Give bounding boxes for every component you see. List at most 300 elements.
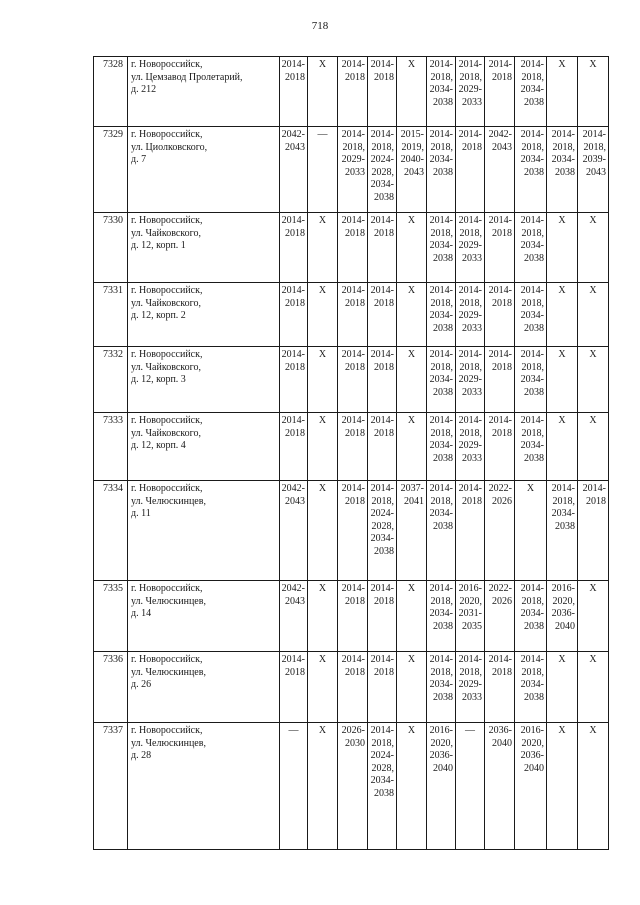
schedule-value: 2018, [521,141,544,153]
schedule-cell [456,652,485,723]
schedule-value: Х [407,215,416,226]
schedule-value: 2041 [404,495,424,507]
schedule-value: 2028, [371,762,394,774]
row-number: 7330 [94,213,128,283]
schedule-value: 2018, [430,141,453,153]
schedule-cell [280,57,308,127]
schedule-value: 2034- [520,84,544,95]
row-number: 7337 [94,723,128,850]
table-row [94,481,609,581]
schedule-value: 2043 [492,141,512,153]
schedule-value: 2026 [492,595,512,607]
schedule-cell [308,57,338,127]
schedule-value: 2031- [458,608,482,619]
schedule-value: 2018 [345,227,365,239]
schedule-value: 2018, [521,361,544,373]
schedule-value: 2039- [582,154,606,165]
address-line: г. Новороссийск, [131,654,203,665]
schedule-value: 2028, [371,166,394,178]
schedule-value: Х [558,285,566,296]
schedule-value: 2038 [433,166,453,178]
schedule-cell [578,127,609,213]
schedule-value: 2038 [524,96,544,108]
schedule-value: 2034- [370,533,394,544]
address-line: д. 12, корп. 3 [131,374,186,385]
schedule-value: 2014- [341,415,365,426]
schedule-value: 2036- [520,750,544,761]
table-row [94,347,609,413]
schedule-cell [308,581,338,652]
address-cell [128,283,280,347]
schedule-cell [338,283,368,347]
schedule-value: Х [318,583,327,594]
schedule-cell [547,723,578,850]
schedule-value: 2018, [583,141,606,153]
schedule-value: 2035 [462,620,482,632]
schedule-value: 2043 [285,595,305,607]
schedule-cell [485,723,515,850]
page-number: 718 [311,20,329,32]
address-line: г. Новороссийск, [131,415,203,426]
schedule-cell [280,581,308,652]
schedule-value: 2014- [281,215,305,226]
schedule-value: 2036- [488,725,512,736]
schedule-cell [456,213,485,283]
schedule-value: 2018, [342,141,365,153]
schedule-cell [547,213,578,283]
schedule-cell [397,213,427,283]
schedule-cell [515,652,547,723]
schedule-value: 2018, [521,666,544,678]
schedule-value: 2014- [458,129,482,140]
schedule-value: 2018 [492,361,512,373]
row-number: 7331 [94,283,128,347]
schedule-value: 2014- [370,415,394,426]
address-cell [128,347,280,413]
schedule-value: 2016- [520,725,544,736]
schedule-value: 2014- [281,654,305,665]
schedule-cell [427,581,456,652]
schedule-cell [578,283,609,347]
address-line: ул. Челюскинцев, [131,666,206,678]
schedule-value: 2040 [433,762,453,774]
schedule-value: 2018 [374,595,394,607]
row-number: 7329 [94,127,128,213]
schedule-value: 2018 [492,227,512,239]
schedule-value: Х [407,725,416,736]
schedule-cell [515,127,547,213]
schedule-value: 2038 [555,520,575,532]
schedule-value: 2014- [370,59,394,70]
schedule-value: 2018 [374,361,394,373]
schedule-cell [485,347,515,413]
address-line: д. 7 [131,154,147,165]
schedule-cell [397,57,427,127]
schedule-value: 2018, [430,361,453,373]
table-row [94,652,609,723]
schedule-value: 2033 [462,322,482,334]
schedule-cell [338,652,368,723]
schedule-value: 2014- [458,415,482,426]
schedule-value: 2018 [285,361,305,373]
schedule-value: 2040 [555,620,575,632]
building-repair-schedule-table [93,56,609,850]
schedule-cell [368,581,397,652]
schedule-value: 2042- [281,129,305,140]
schedule-cell [515,283,547,347]
schedule-cell [456,347,485,413]
schedule-cell [280,652,308,723]
schedule-cell [547,652,578,723]
schedule-value: 2034- [520,240,544,251]
schedule-value: 2018 [492,71,512,83]
schedule-value: 2034- [429,374,453,385]
schedule-cell [427,213,456,283]
row-number: 7334 [94,481,128,581]
schedule-value: 2014- [341,483,365,494]
schedule-cell [547,127,578,213]
address-cell [128,57,280,127]
schedule-value: 2034- [429,440,453,451]
schedule-value: 2034- [520,679,544,690]
schedule-cell [338,213,368,283]
row-number: 7336 [94,652,128,723]
schedule-value: 2016- [429,725,453,736]
schedule-cell [547,413,578,481]
schedule-cell [578,413,609,481]
schedule-value: 2030 [345,737,365,749]
schedule-cell [338,723,368,850]
schedule-value: 2018, [459,666,482,678]
schedule-value: 2042- [281,583,305,594]
schedule-value: 2018 [285,297,305,309]
schedule-value: 2038 [433,96,453,108]
schedule-value: 2018 [492,427,512,439]
address-line: д. 212 [131,84,157,95]
schedule-value: — [288,725,299,736]
schedule-value: 2014- [281,285,305,296]
schedule-value: 2038 [374,787,394,799]
schedule-value: 2014- [520,129,544,140]
schedule-value: 2014- [429,415,453,426]
schedule-value: Х [558,415,566,426]
schedule-value: 2014- [429,59,453,70]
schedule-value: 2034- [429,84,453,95]
schedule-value: 2014- [341,583,365,594]
address-cell [128,581,280,652]
schedule-cell [456,413,485,481]
schedule-value: 2014- [341,349,365,360]
schedule-value: Х [558,725,566,736]
schedule-cell [456,127,485,213]
schedule-cell [547,581,578,652]
schedule-cell [280,413,308,481]
schedule-cell [280,481,308,581]
schedule-cell [578,481,609,581]
schedule-value: 2014- [488,215,512,226]
schedule-value: 2018 [462,141,482,153]
schedule-value: 2018, [371,141,394,153]
schedule-value: 2018, [430,495,453,507]
address-line: г. Новороссийск, [131,129,203,140]
schedule-cell [397,347,427,413]
schedule-cell [397,413,427,481]
schedule-value: 2038 [433,252,453,264]
schedule-value: 2020, [430,737,453,749]
address-line: ул. Чайковского, [131,227,201,239]
schedule-value: 2034- [520,374,544,385]
schedule-cell [338,127,368,213]
schedule-value: 2038 [524,691,544,703]
schedule-value: 2034- [429,310,453,321]
schedule-value: 2026- [341,725,365,736]
schedule-value: 2018, [430,227,453,239]
schedule-value: 2014- [370,725,394,736]
schedule-value: 2014- [520,285,544,296]
schedule-cell [308,127,338,213]
schedule-value: 2018, [459,71,482,83]
schedule-cell [427,413,456,481]
schedule-value: Х [407,349,416,360]
schedule-value: 2033 [345,166,365,178]
schedule-value: 2033 [462,386,482,398]
schedule-value: 2014- [281,415,305,426]
schedule-value: 2014- [370,483,394,494]
schedule-value: 2014- [520,349,544,360]
schedule-value: 2029- [458,679,482,690]
schedule-value: 2018 [345,297,365,309]
schedule-cell [578,213,609,283]
schedule-value: 2018 [345,666,365,678]
schedule-cell [308,413,338,481]
schedule-value: 2018 [462,495,482,507]
schedule-value: 2014- [458,349,482,360]
schedule-cell [338,581,368,652]
schedule-cell [547,283,578,347]
schedule-cell [368,413,397,481]
schedule-value: 2043 [285,141,305,153]
schedule-value: 2038 [524,386,544,398]
schedule-cell [578,57,609,127]
address-cell [128,723,280,850]
row-number: 7335 [94,581,128,652]
schedule-value: 2014- [370,129,394,140]
schedule-cell [338,413,368,481]
schedule-value: 2038 [524,452,544,464]
schedule-value: 2014- [429,583,453,594]
schedule-value: Х [318,415,327,426]
schedule-cell [485,652,515,723]
address-line: ул. Челюскинцев, [131,495,206,507]
schedule-value: Х [589,59,597,70]
schedule-value: 2014- [429,215,453,226]
schedule-value: 2043 [404,166,424,178]
schedule-value: 2038 [524,252,544,264]
schedule-cell [547,481,578,581]
schedule-value: 2018 [492,666,512,678]
schedule-value: Х [318,59,327,70]
address-line: ул. Челюскинцев, [131,737,206,749]
schedule-value: 2018 [345,427,365,439]
schedule-value: Х [589,583,597,594]
schedule-value: 2014- [281,349,305,360]
schedule-value: 2018, [371,737,394,749]
schedule-value: 2014- [281,59,305,70]
schedule-value: Х [318,349,327,360]
schedule-value: 2018 [345,71,365,83]
schedule-value: 2014- [520,415,544,426]
schedule-value: 2026 [492,495,512,507]
schedule-cell [515,581,547,652]
schedule-value: 2014- [429,129,453,140]
schedule-value: — [465,725,475,736]
schedule-value: 2018 [492,297,512,309]
schedule-value: 2034- [551,508,575,519]
schedule-value: 2034- [370,179,394,190]
schedule-value: 2029- [341,154,365,165]
schedule-cell [280,347,308,413]
schedule-value: 2014- [551,483,575,494]
schedule-value: 2018, [459,227,482,239]
schedule-value: 2018 [374,227,394,239]
address-line: д. 12, корп. 4 [131,440,186,451]
address-line: г. Новороссийск, [131,285,203,296]
address-line: д. 26 [131,679,152,690]
row-number: 7332 [94,347,128,413]
schedule-value: 2018, [521,227,544,239]
schedule-value: 2018 [345,495,365,507]
schedule-cell [547,347,578,413]
schedule-cell [280,213,308,283]
schedule-value: 2038 [433,452,453,464]
schedule-cell [427,127,456,213]
schedule-value: 2014- [458,215,482,226]
address-line: д. 14 [131,608,152,619]
schedule-value: 2014- [488,59,512,70]
schedule-cell [485,283,515,347]
schedule-value: Х [407,654,416,665]
address-line: ул. Циолковского, [131,141,208,153]
schedule-value: 2038 [433,691,453,703]
schedule-value: 2018 [374,297,394,309]
schedule-value: 2034- [429,608,453,619]
schedule-value: 2022- [488,483,512,494]
schedule-value: 2024- [370,750,394,761]
schedule-cell [515,413,547,481]
schedule-cell [427,723,456,850]
schedule-value: 2020, [521,737,544,749]
schedule-value: 2014- [370,215,394,226]
schedule-value: 2018, [459,427,482,439]
schedule-value: 2037- [400,483,424,494]
schedule-value: 2016- [458,583,482,594]
schedule-value: 2014- [520,583,544,594]
schedule-cell [397,283,427,347]
address-line: ул. Челюскинцев, [131,595,206,607]
schedule-cell [368,481,397,581]
schedule-value: 2029- [458,310,482,321]
address-line: г. Новороссийск, [131,483,203,494]
schedule-value: 2014- [458,483,482,494]
address-line: г. Новороссийск, [131,725,203,736]
schedule-value: 2038 [433,620,453,632]
address-line: г. Новороссийск, [131,349,203,360]
address-cell [128,652,280,723]
address-cell [128,127,280,213]
schedule-cell [427,652,456,723]
schedule-value: 2038 [433,322,453,334]
schedule-value: 2018, [430,595,453,607]
table-row [94,723,609,850]
schedule-value: 2014- [488,654,512,665]
schedule-value: — [317,129,328,140]
schedule-value: 2034- [370,775,394,786]
schedule-cell [308,283,338,347]
schedule-value: 2029- [458,84,482,95]
schedule-cell [397,723,427,850]
schedule-cell [427,283,456,347]
schedule-value: 2014- [341,285,365,296]
schedule-value: 2014- [551,129,575,140]
schedule-value: 2014- [429,483,453,494]
schedule-value: 2028, [371,520,394,532]
schedule-cell [427,57,456,127]
table-row [94,581,609,652]
address-line: д. 12, корп. 2 [131,310,186,321]
schedule-value: 2042- [488,129,512,140]
schedule-value: 2018, [430,71,453,83]
schedule-value: 2014- [458,654,482,665]
schedule-cell [578,652,609,723]
schedule-cell [308,213,338,283]
schedule-cell [485,413,515,481]
schedule-cell [515,57,547,127]
schedule-value: 2018, [371,495,394,507]
address-line: д. 28 [131,750,152,761]
schedule-value: 2014- [429,349,453,360]
schedule-cell [368,213,397,283]
schedule-value: 2018 [345,595,365,607]
schedule-value: 2033 [462,691,482,703]
schedule-cell [397,581,427,652]
schedule-value: 2014- [582,483,606,494]
schedule-value: 2034- [520,154,544,165]
schedule-value: 2038 [524,166,544,178]
schedule-value: 2034- [429,508,453,519]
schedule-value: 2036- [551,608,575,619]
row-number: 7328 [94,57,128,127]
schedule-value: 2018, [521,71,544,83]
schedule-cell [397,127,427,213]
schedule-cell [427,481,456,581]
address-line: д. 12, корп. 1 [131,240,186,251]
schedule-value: Х [318,215,327,226]
schedule-value: 2029- [458,240,482,251]
schedule-value: 2015- [400,129,424,140]
schedule-value: Х [589,215,597,226]
schedule-value: 2018, [552,495,575,507]
schedule-value: 2014- [488,349,512,360]
row-number: 7333 [94,413,128,481]
schedule-value: 2018 [374,427,394,439]
schedule-value: 2034- [429,240,453,251]
schedule-cell [578,347,609,413]
schedule-cell [338,57,368,127]
schedule-value: 2034- [429,679,453,690]
schedule-cell [397,481,427,581]
schedule-value: Х [407,415,416,426]
schedule-value: 2018, [430,427,453,439]
